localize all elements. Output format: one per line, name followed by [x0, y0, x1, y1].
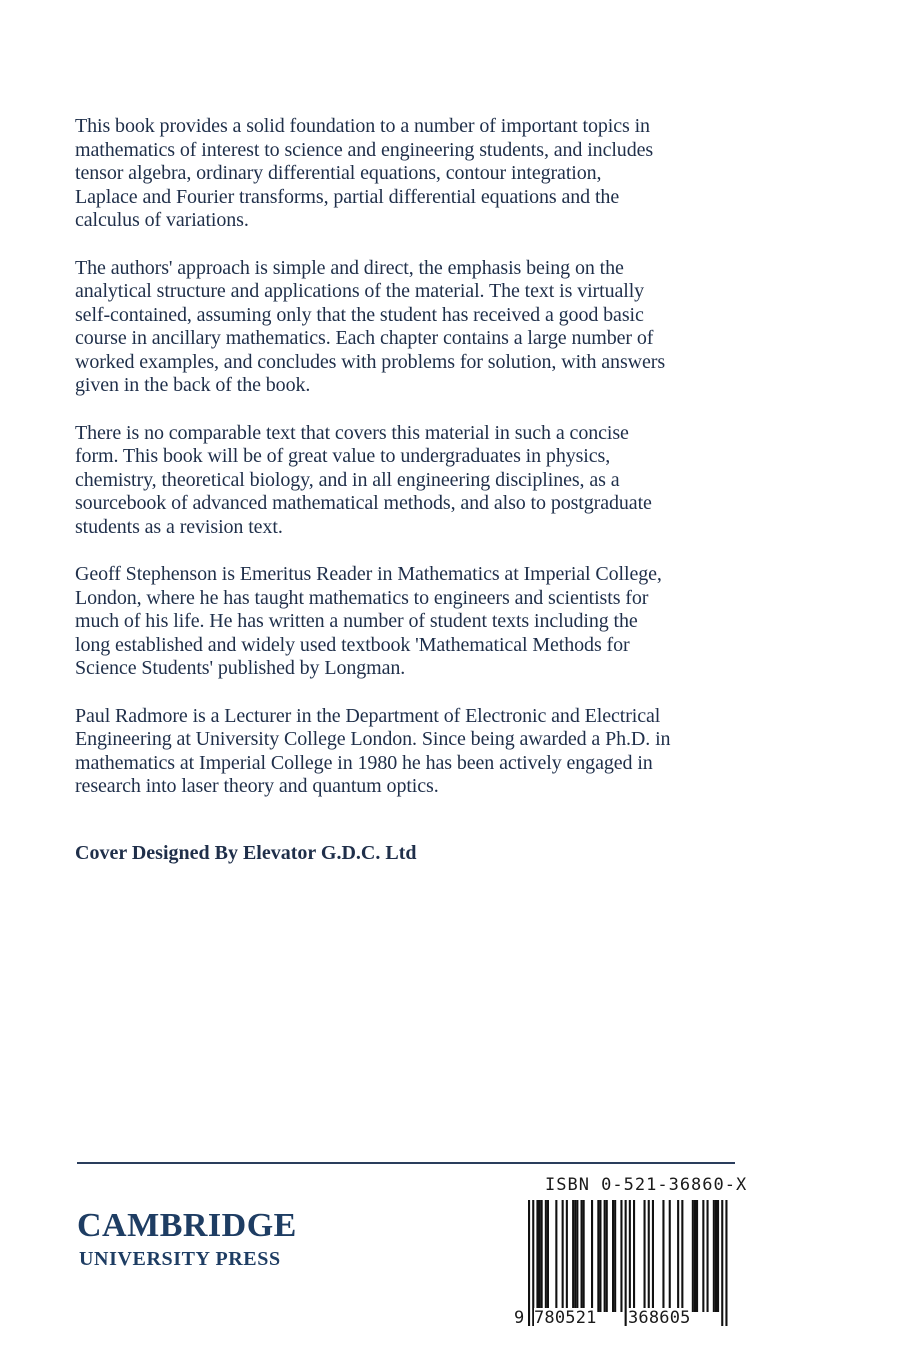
- blurb-text: [75, 115, 775, 823]
- barcode-bar: [536, 1200, 538, 1312]
- publisher-logo: [77, 1208, 297, 1270]
- barcode-bar: [652, 1200, 654, 1312]
- barcode-bar: [620, 1200, 622, 1312]
- description-paragraph-2: The authors' approach is simple and direct, the emphasis being on the analytical structure and applications of the material. The text is virtually self-contained, assuming only that the student has received a good basic course in ancillary mathematics. Each chapter contains a large number of worked examples, and concludes with problems for solution, with answers given in the back of the book.: [75, 256, 666, 396]
- barcode-guard-bar: [721, 1200, 723, 1326]
- barcode-bar: [566, 1200, 568, 1312]
- barcode-bar: [614, 1200, 616, 1312]
- barcode-bar: [572, 1200, 574, 1312]
- barcode-bar: [562, 1200, 564, 1312]
- isbn-label: ISBN 0-521-36860-X: [545, 1175, 748, 1195]
- cover-credit: Cover Designed By Elevator G.D.C. Ltd: [75, 842, 417, 864]
- barcode-bar: [555, 1200, 557, 1312]
- barcode-bar: [644, 1200, 646, 1312]
- barcode-bar: [669, 1200, 671, 1312]
- barcode-bar: [541, 1200, 543, 1312]
- barcode-guard-bar: [528, 1200, 530, 1326]
- description-paragraph-1: This book provides a solid foundation to a number of important topics in mathematics of interest to science and engineering students, and includes tensor algebra, ordinary differential equations, contour integration, Laplace and Fourier transforms, partial differential equations and the calculus of variations.: [75, 115, 654, 231]
- barcode-bar: [574, 1200, 576, 1312]
- barcode-bar: [694, 1200, 696, 1312]
- barcode-bar: [713, 1200, 715, 1312]
- barcode-bar: [612, 1200, 614, 1312]
- barcode-bar: [604, 1200, 606, 1312]
- barcode-left-group: 780521: [534, 1308, 597, 1328]
- barcode-guard-bar: [725, 1200, 727, 1326]
- divider-rule: [77, 1162, 735, 1164]
- barcode-bar: [597, 1200, 599, 1312]
- barcode-bar: [702, 1200, 704, 1312]
- barcode-bar: [539, 1200, 541, 1312]
- barcode-bar: [717, 1200, 719, 1312]
- barcode-bar: [576, 1200, 578, 1312]
- barcode-bar: [696, 1200, 698, 1312]
- barcode-bar: [692, 1200, 694, 1312]
- barcode-lead-digit: 9: [514, 1308, 525, 1328]
- barcode-bar: [633, 1200, 635, 1312]
- author-bio-stephenson: Geoff Stephenson is Emeritus Reader in Mathematics at Imperial College, London, where he has taught mathematics to engineers and scientists for much of his life. He has written a number of student texts including the long established and widely used textbook 'Mathematical Methods for Science Students' published by Longman.: [75, 563, 662, 679]
- barcode-bar: [583, 1200, 585, 1312]
- publisher-name: CAMBRIDGE: [77, 1207, 297, 1244]
- barcode-bar: [545, 1200, 547, 1312]
- barcode-bar: [715, 1200, 717, 1312]
- barcode-bar: [648, 1200, 650, 1312]
- barcode-bar: [707, 1200, 709, 1312]
- barcode-bar: [677, 1200, 679, 1312]
- publisher-subname: UNIVERSITY PRESS: [79, 1248, 281, 1270]
- barcode-bar: [662, 1200, 664, 1312]
- barcode-bar: [681, 1200, 683, 1312]
- barcode-bar: [547, 1200, 549, 1312]
- barcode-bar: [599, 1200, 601, 1312]
- barcode-right-group: 368605: [628, 1308, 691, 1328]
- barcode-bar: [581, 1200, 583, 1312]
- barcode-guard-bar: [625, 1200, 627, 1326]
- barcode-bar: [606, 1200, 608, 1312]
- description-paragraph-3: There is no comparable text that covers this material in such a concise form. This book will be of great value to undergraduates in physics, chemistry, theoretical biology, and in all engineering disciplines, as a sourcebook of advanced mathematical methods, and also to postgraduate students as a revision text.: [75, 421, 652, 538]
- barcode-bar: [591, 1200, 593, 1312]
- author-bio-radmore: Paul Radmore is a Lecturer in the Department of Electronic and Electrical Engineering at University College London. Since being awarded a Ph.D. in mathematics at Imperial College in 1980 he has been actively engaged in research into laser theory and quantum optics.: [75, 704, 671, 797]
